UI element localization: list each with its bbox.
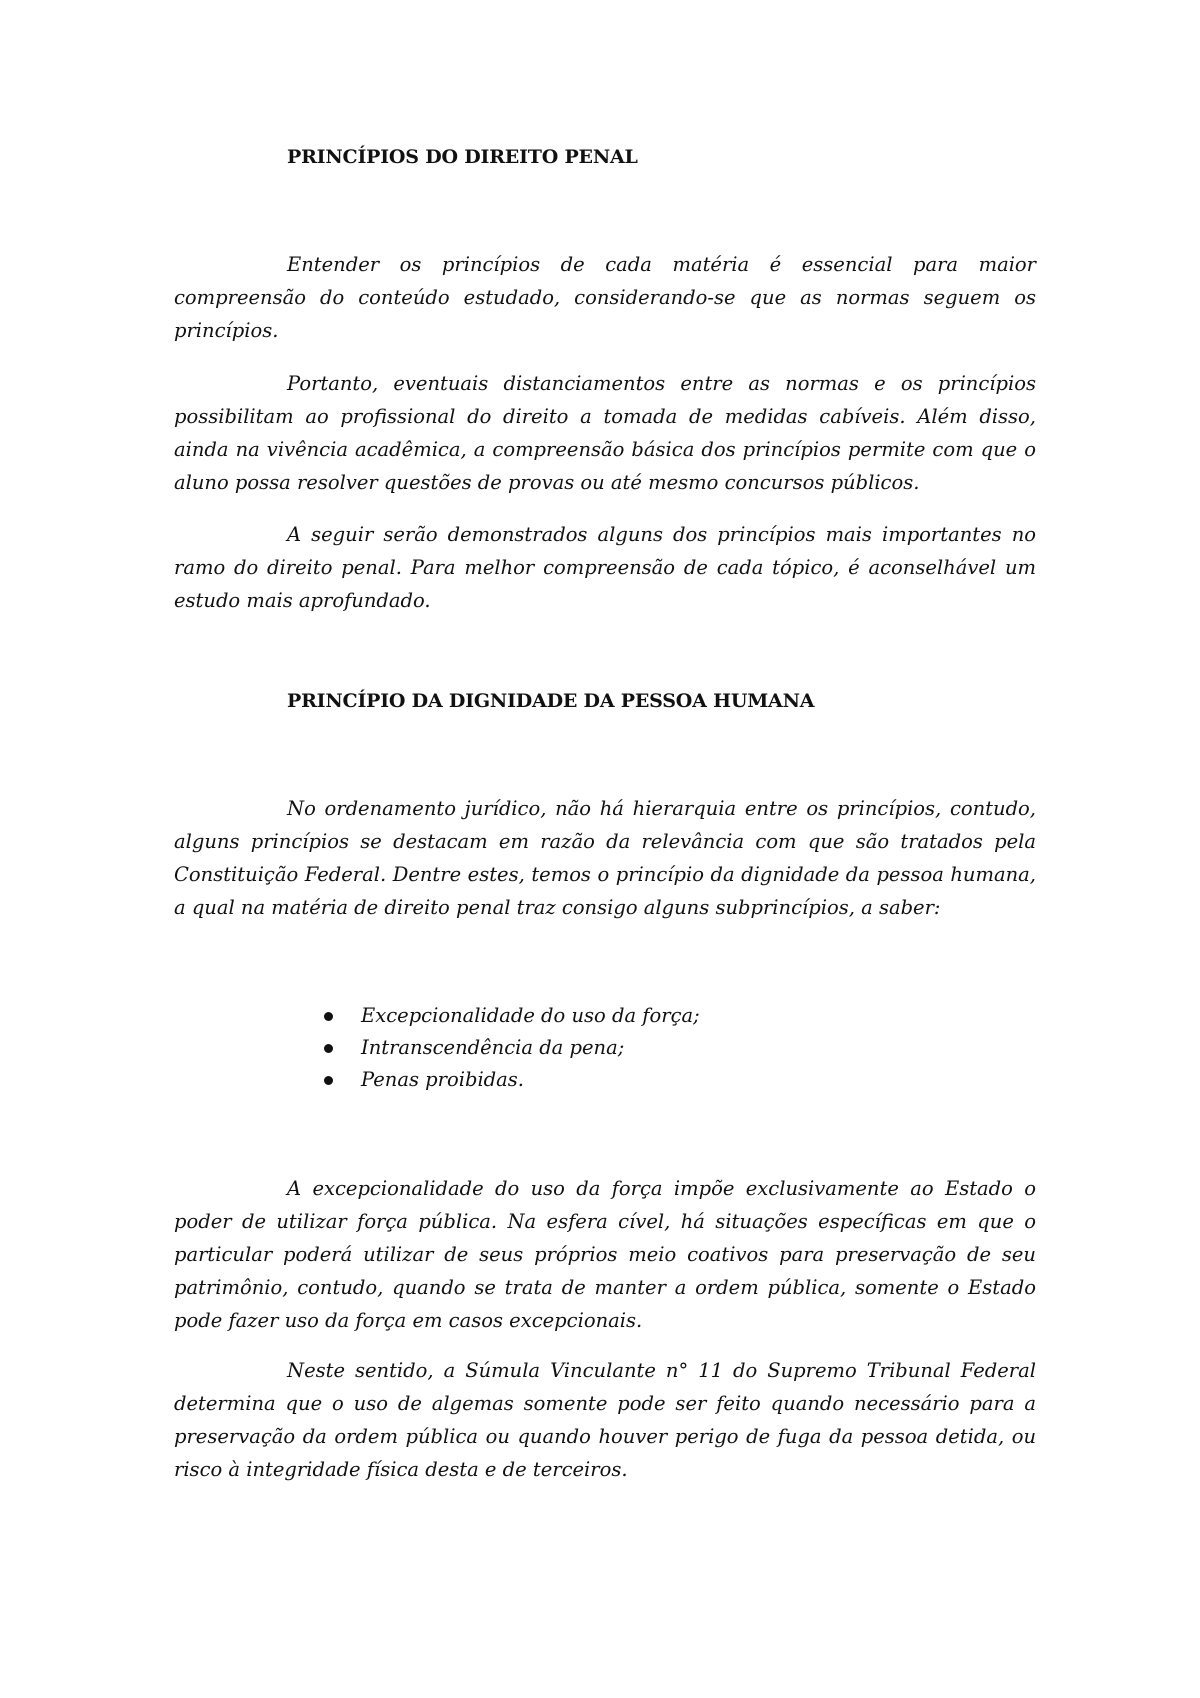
bullet-icon — [324, 1044, 333, 1053]
paragraph-excepcionalidade: A excepcionalidade do uso da força impõe exclusivamente ao Estado o poder de utilizar força pública. Na esfera cível, há situações específicas em que o particular poderá utilizar de seus próprios meio coativos para preservação de seu patrimônio, contudo, quando se trata de manter a ordem pública, somente o Estado pode fazer uso da força em casos excepcionais. — [174, 1177, 1036, 1332]
list-item-text: Penas proibidas. — [361, 1068, 524, 1091]
paragraph-ordenamento-juridico: No ordenamento jurídico, não há hierarquia entre os princípios, contudo, alguns princípios se destacam em razão da relevância com que são tratados pela Constituição Federal. Dentre estes, temos o princípio da dignidade da pessoa humana, a qual na matéria de direito penal traz consigo alguns subprincípios, a saber: — [174, 797, 1036, 919]
paragraph-sumula-vinculante: Neste sentido, a Súmula Vinculante n° 11 do Supremo Tribunal Federal determina que o uso de algemas somente pode ser feito quando necessário para a preservação da ordem pública ou quando houver perigo de fuga da pessoa detida, ou risco à integridade física desta e de terceiros. — [174, 1359, 1036, 1481]
list-item — [320, 1032, 700, 1064]
section-title-dignidade-pessoa-humana: PRINCÍPIO DA DIGNIDADE DA PESSOA HUMANA — [287, 690, 815, 712]
list-item-text: Intranscendência da pena; — [361, 1036, 625, 1059]
bullet-icon — [324, 1012, 333, 1021]
section-title-principios-direito-penal: PRINCÍPIOS DO DIREITO PENAL — [287, 146, 638, 168]
list-item — [320, 1064, 700, 1096]
paragraph-a-seguir: A seguir serão demonstrados alguns dos princípios mais importantes no ramo do direito penal. Para melhor compreensão de cada tópico, é aconselhável um estudo mais aprofundado. — [174, 523, 1036, 612]
subprinciples-list — [320, 1000, 700, 1096]
list-item — [320, 1000, 700, 1032]
bullet-icon — [324, 1076, 333, 1085]
paragraph-intro: Entender os princípios de cada matéria é essencial para maior compreensão do conteúdo estudado, considerando-se que as normas seguem os princípios. — [174, 253, 1036, 342]
list-item-text: Excepcionalidade do uso da força; — [361, 1004, 700, 1027]
paragraph-portanto: Portanto, eventuais distanciamentos entre as normas e os princípios possibilitam ao profissional do direito a tomada de medidas cabíveis. Além disso, ainda na vivência acadêmica, a compreensão básica dos princípios permite com que o aluno possa resolver questões de provas ou até mesmo concursos públicos. — [174, 372, 1036, 494]
